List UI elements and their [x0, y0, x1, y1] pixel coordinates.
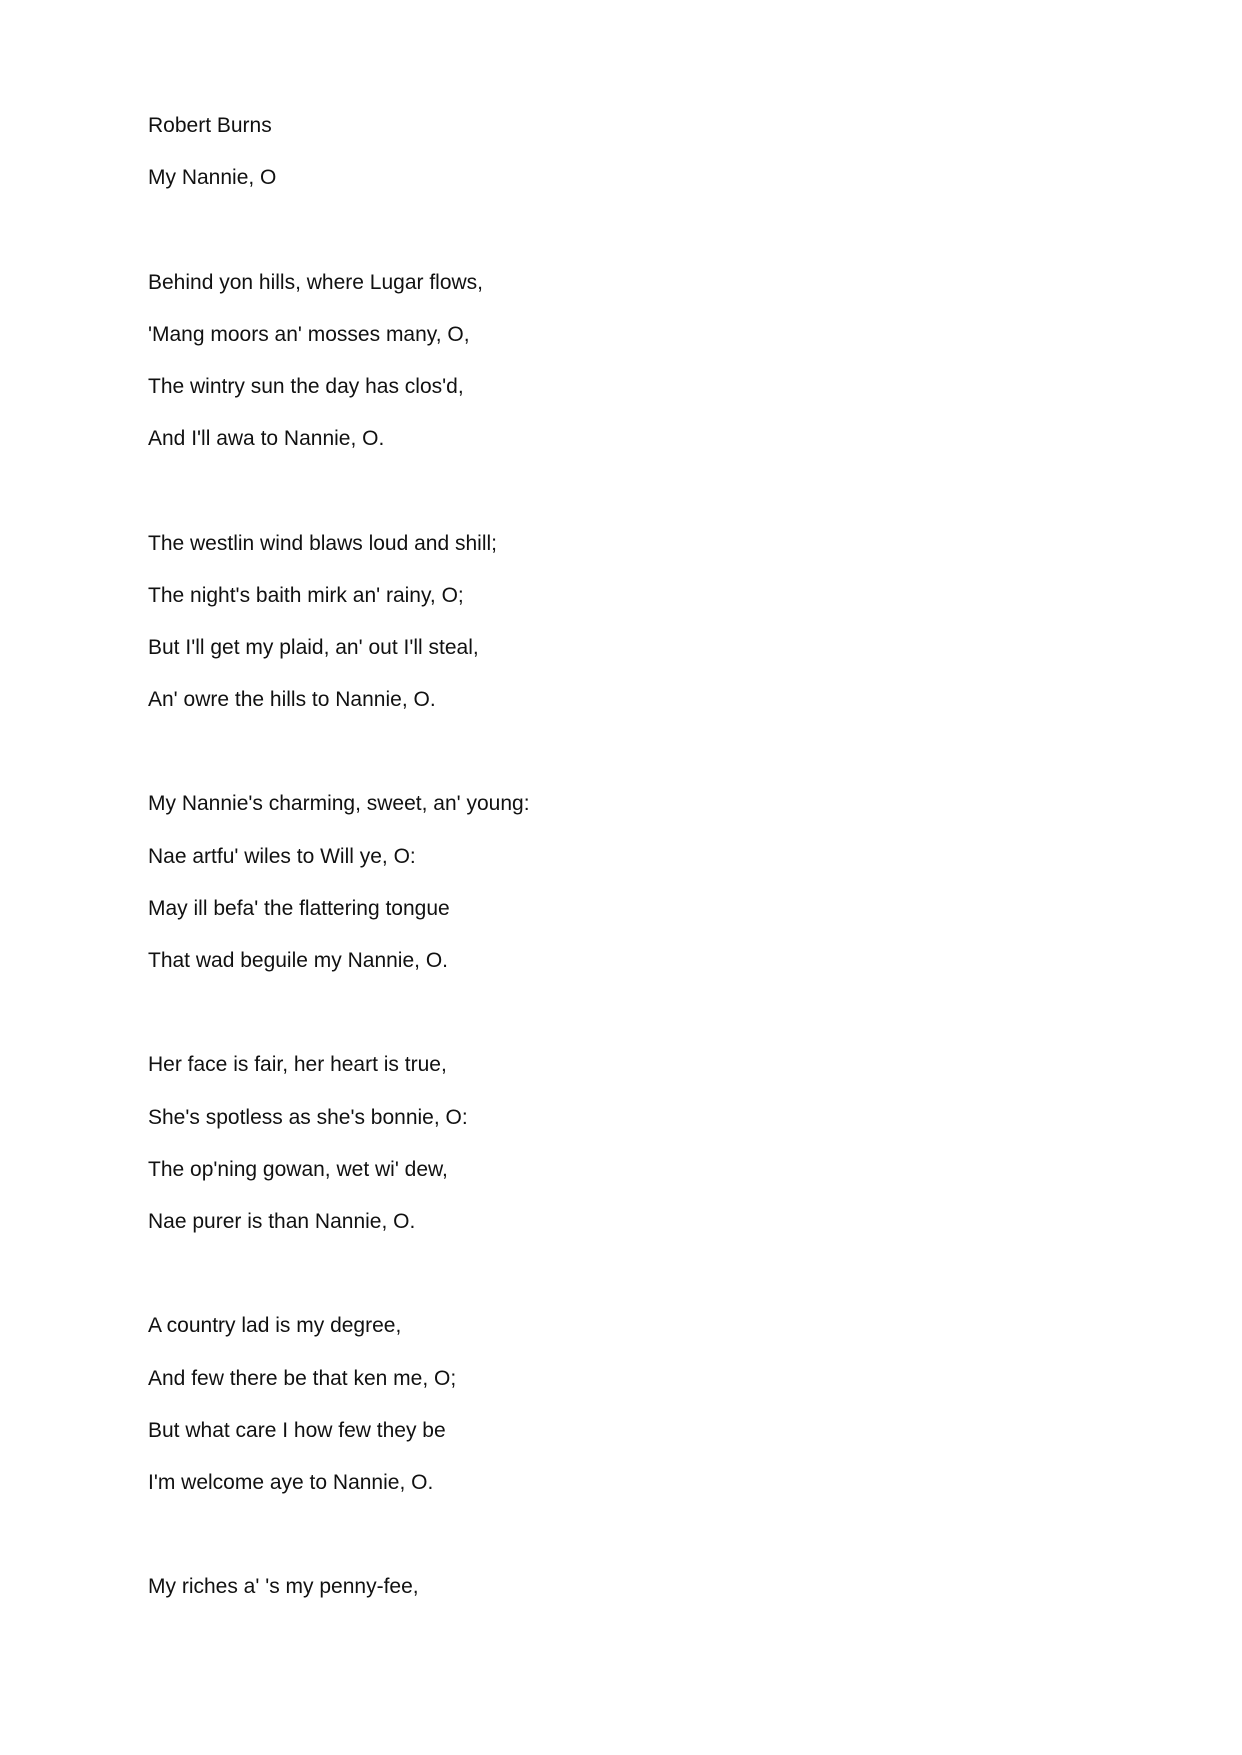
poem-line: I'm welcome aye to Nannie, O. [148, 1470, 434, 1494]
poem-line: Nae purer is than Nannie, O. [148, 1209, 416, 1233]
poem-line: The op'ning gowan, wet wi' dew, [148, 1157, 448, 1181]
stanza-6 [148, 1571, 1148, 1623]
stanza-1 [148, 267, 1148, 476]
stanza-divider [148, 1258, 1148, 1310]
poem-title: My Nannie, O [148, 166, 277, 190]
poem-line: But I'll get my plaid, an' out I'll steal, [148, 635, 479, 659]
poem-line: A country lad is my degree, [148, 1314, 402, 1338]
poem-line: The night's baith mirk an' rainy, O; [148, 583, 464, 607]
stanza-5 [148, 1310, 1148, 1519]
poem-line: 'Mang moors an' mosses many, O, [148, 322, 470, 346]
stanza-2 [148, 528, 1148, 737]
poem-line: My riches a' 's my penny-fee, [148, 1575, 419, 1599]
stanza-4 [148, 1049, 1148, 1258]
poem-line: That wad beguile my Nannie, O. [148, 949, 448, 972]
stanza-divider [148, 997, 1148, 1049]
poem-line: She's spotless as she's bonnie, O: [148, 1105, 468, 1129]
poem-line: May ill befa' the flattering tongue [148, 896, 450, 920]
poem-line: The westlin wind blaws loud and shill; [148, 531, 498, 555]
stanza-divider [148, 1519, 1148, 1571]
stanza-divider [148, 736, 1148, 788]
stanza-divider [148, 475, 1148, 527]
poem-line: The wintry sun the day has clos'd, [148, 374, 464, 398]
poem-line: My Nannie's charming, sweet, an' young: [148, 792, 530, 816]
poem-line: And I'll awa to Nannie, O. [148, 427, 385, 451]
poem-line: Behind yon hills, where Lugar flows, [148, 270, 484, 294]
poem-line: An' owre the hills to Nannie, O. [148, 688, 436, 712]
stanza-3 [148, 788, 1148, 997]
poem-line: Her face is fair, her heart is true, [148, 1053, 447, 1077]
poem-line: But what care I how few they be [148, 1418, 446, 1442]
poem-line: And few there be that ken me, O; [148, 1366, 457, 1390]
poem-line: Nae artfu' wiles to Will ye, O: [148, 844, 416, 868]
poem-body [148, 110, 1148, 1623]
stanza-divider [148, 214, 1148, 266]
author-name: Robert Burns [148, 114, 272, 137]
